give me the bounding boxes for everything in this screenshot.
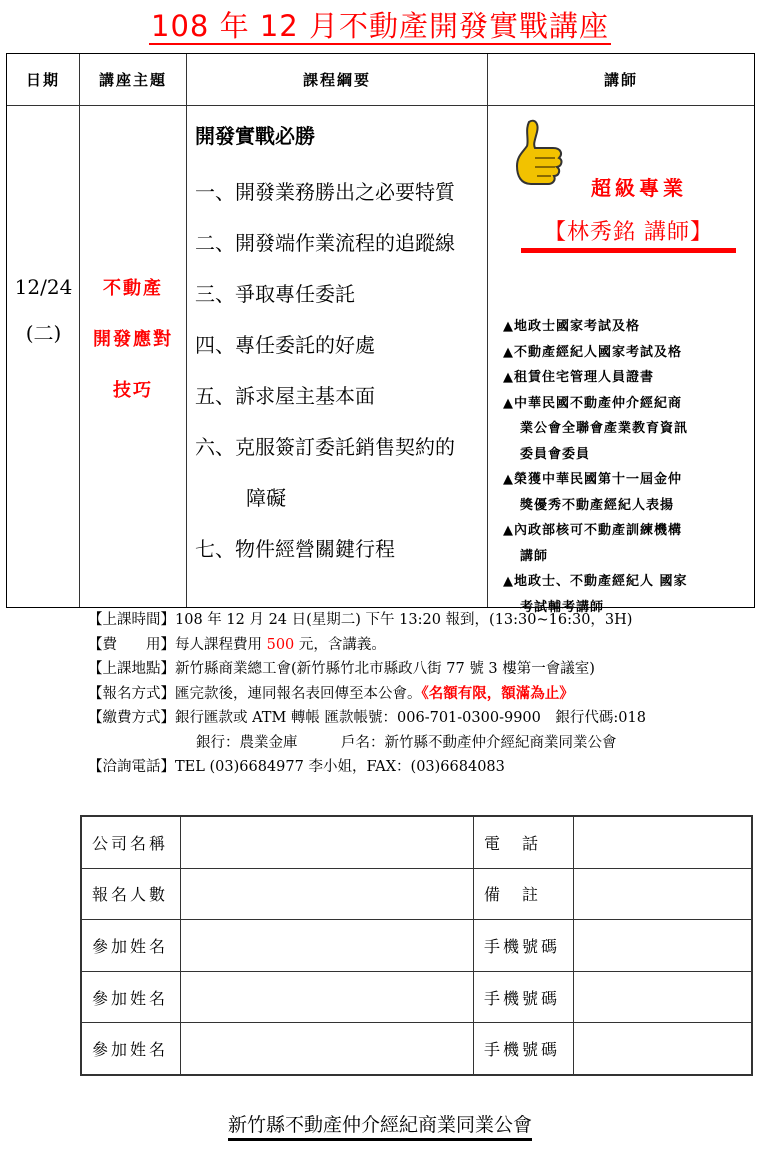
credential: ▲地政士國家考試及格 [503, 319, 640, 334]
header-topic: 講座主題 [98, 71, 167, 89]
course-date [7, 264, 80, 356]
form-row [82, 971, 752, 1023]
form-row [82, 1023, 752, 1075]
mobile-field[interactable] [574, 1023, 752, 1075]
weekday-text: (二) [25, 321, 62, 345]
info-fee [88, 633, 760, 658]
info-label: 【繳費方式】 [88, 710, 175, 726]
form-row [82, 817, 752, 869]
outline-heading: 開發實戰必勝 [195, 124, 315, 148]
form-label: 電 話 [474, 817, 574, 869]
outline-item: 五、訴求屋主基本面 [195, 384, 375, 408]
outline-item-continued: 障礙 [246, 486, 286, 510]
info-location [88, 657, 760, 682]
credential: ▲榮獲中華民國第十一屆金仲 [503, 472, 682, 487]
credential-continued: 講師 [520, 548, 549, 564]
form-label: 參加姓名 [82, 920, 181, 972]
header-outline: 課程綱要 [302, 71, 371, 89]
mobile-field[interactable] [574, 920, 752, 972]
date-text: 12/24 [14, 275, 73, 299]
mobile-field[interactable] [574, 971, 752, 1023]
form-label: 手機號碼 [474, 1023, 574, 1075]
credential: ▲地政士、不動產經紀人 國家 [503, 574, 688, 589]
info-label: 【費 用】 [88, 636, 175, 653]
attendee-count-field[interactable] [181, 868, 474, 920]
attendee-name-field[interactable] [181, 920, 474, 972]
info-value: 新竹縣商業總工會(新竹縣竹北市縣政八街 77 號 3 樓第一會議室) [175, 661, 595, 677]
instructor-panel [495, 106, 756, 615]
credential-continued: 委員會委員 [520, 446, 591, 462]
credential-continued: 獎優秀不動產經紀人表揚 [520, 497, 675, 513]
info-label: 【報名方式】 [88, 685, 175, 702]
info-value: TEL (03)6684977 李小姐，FAX：(03)6684083 [175, 759, 505, 775]
form-label: 手機號碼 [474, 971, 574, 1023]
info-contact [88, 755, 760, 780]
info-value: 匯完款後，連同報名表回傳至本公會。 [175, 685, 422, 702]
course-table [6, 53, 755, 615]
info-label: 【上課地點】 [88, 661, 175, 677]
outline-item: 三、爭取專任委託 [195, 282, 355, 306]
outline-item: 六、克服簽訂委託銷售契約的 [195, 435, 455, 459]
info-value: 銀行匯款或 ATM 轉帳 匯款帳號：006-701-0300-9900 銀行代碼:018 [175, 710, 646, 726]
outline-item: 七、物件經營關鍵行程 [195, 537, 395, 561]
divider [186, 54, 187, 607]
form-label: 公司名稱 [82, 817, 181, 869]
credential-continued: 業公會全聯會產業教育資訊 [520, 421, 689, 436]
thumbs-up-icon [515, 118, 563, 186]
form-label: 報名人數 [82, 868, 181, 920]
registration-form [80, 815, 753, 1076]
course-info [88, 608, 760, 780]
header-date: 日期 [25, 71, 60, 89]
title-text: 108 年 12 月不動產開發實戰講座 [151, 9, 609, 43]
form-row [82, 868, 752, 920]
info-value: 銀行：農業金庫 戶名：新竹縣不動產仲介經紀商業同業公會 [196, 734, 617, 751]
outline-item: 四、專任委託的好處 [195, 333, 375, 357]
instructor-tagline: 超級專業 [591, 176, 687, 200]
info-payment-bank [88, 731, 760, 756]
topic-line: 不動產 [103, 278, 163, 299]
fee-amount: 500 [266, 636, 295, 653]
form-label: 備 註 [474, 868, 574, 920]
info-payment [88, 706, 760, 731]
credential: ▲租賃住宅管理人員證書 [503, 370, 654, 385]
info-signup [88, 682, 760, 707]
attendee-name-field[interactable] [181, 971, 474, 1023]
outline-item: 一、開發業務勝出之必要特質 [195, 180, 455, 204]
organizer-name: 新竹縣不動產仲介經紀商業同業公會 [228, 1114, 532, 1141]
topic-line: 開發應對 [93, 329, 173, 350]
organizer-footer [0, 1110, 760, 1137]
form-label: 參加姓名 [82, 1023, 181, 1075]
info-value: 每人課程費用 [175, 636, 267, 653]
topic-line: 技巧 [113, 380, 153, 401]
credential: ▲內政部核可不動產訓練機構 [503, 523, 682, 538]
phone-field[interactable] [574, 817, 752, 869]
form-label: 參加姓名 [82, 971, 181, 1023]
info-value: 元，含講義。 [294, 636, 386, 653]
outline-item: 二、開發端作業流程的追蹤線 [195, 231, 455, 255]
instructor-credentials [503, 314, 753, 620]
info-time [88, 608, 760, 633]
info-label: 【上課時間】 [88, 612, 175, 628]
signup-note: 《名額有限，額滿為止》 [421, 684, 574, 702]
form-label: 手機號碼 [474, 920, 574, 972]
header-instructor: 講師 [603, 71, 638, 89]
remarks-field[interactable] [574, 868, 752, 920]
course-outline [195, 116, 490, 576]
form-row [82, 920, 752, 972]
company-name-field[interactable] [181, 817, 474, 869]
page-title [0, 8, 760, 44]
info-label: 【洽詢電話】 [88, 759, 175, 775]
attendee-name-field[interactable] [181, 1023, 474, 1075]
course-topic [80, 266, 186, 419]
instructor-name: 【林秀銘 講師】 [521, 218, 736, 253]
credential: ▲中華民國不動產仲介經紀商 [503, 395, 682, 411]
credential: ▲不動產經紀人國家考試及格 [503, 344, 682, 360]
credential-continued: 考試輔考講師 [520, 599, 605, 615]
info-value: 108 年 12 月 24 日(星期二) 下午 13:20 報到，(13:30~16:30，3H) [175, 612, 633, 628]
